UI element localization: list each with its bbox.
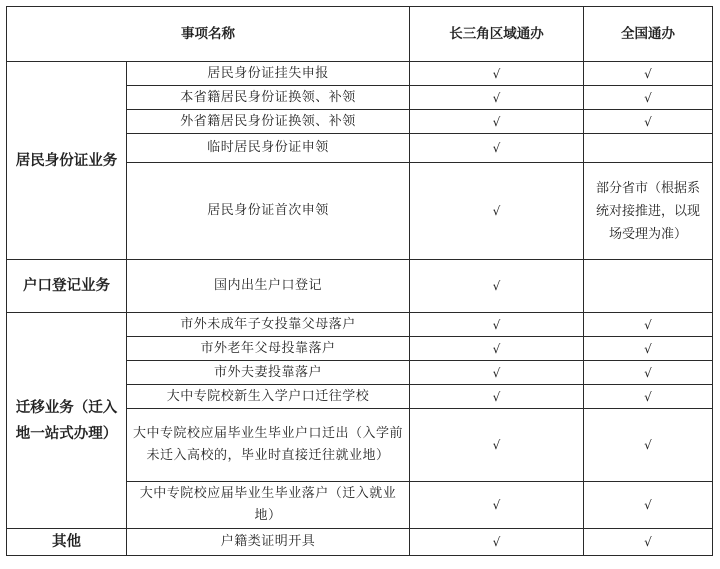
header-yrd: 长三角区域通办	[410, 7, 584, 62]
national-note: 部分省市（根据系统对接推进，以现场受理为准）	[584, 163, 713, 260]
national-check: √	[584, 86, 713, 110]
national-check: √	[584, 313, 713, 337]
table-row	[7, 62, 713, 86]
table-row	[7, 529, 713, 556]
item-name: 国内出生户口登记	[127, 260, 410, 313]
item-name: 本省籍居民身份证换领、补领	[127, 86, 410, 110]
yrd-check: √	[410, 361, 584, 385]
yrd-check: √	[410, 260, 584, 313]
item-name: 外省籍居民身份证换领、补领	[127, 110, 410, 134]
item-name: 居民身份证首次申领	[127, 163, 410, 260]
national-check: √	[584, 385, 713, 409]
table-header-row	[7, 7, 713, 62]
category-migration: 迁移业务（迁入地一站式办理）	[7, 313, 127, 529]
yrd-check: √	[410, 409, 584, 482]
item-name: 户籍类证明开具	[127, 529, 410, 556]
national-check: √	[584, 62, 713, 86]
yrd-check: √	[410, 337, 584, 361]
national-check: √	[584, 361, 713, 385]
yrd-check: √	[410, 134, 584, 163]
national-check	[584, 134, 713, 163]
item-name: 大中专院校新生入学户口迁往学校	[127, 385, 410, 409]
category-id-card: 居民身份证业务	[7, 62, 127, 260]
yrd-check: √	[410, 482, 584, 529]
national-check: √	[584, 337, 713, 361]
header-item-name: 事项名称	[7, 7, 410, 62]
national-check: √	[584, 110, 713, 134]
national-check: √	[584, 529, 713, 556]
yrd-check: √	[410, 110, 584, 134]
item-name: 市外夫妻投靠落户	[127, 361, 410, 385]
yrd-check: √	[410, 529, 584, 556]
category-other: 其他	[7, 529, 127, 556]
table-row	[7, 313, 713, 337]
services-table	[6, 6, 713, 556]
category-hukou: 户口登记业务	[7, 260, 127, 313]
item-name: 市外老年父母投靠落户	[127, 337, 410, 361]
item-name: 居民身份证挂失申报	[127, 62, 410, 86]
header-national: 全国通办	[584, 7, 713, 62]
item-name: 临时居民身份证申领	[127, 134, 410, 163]
yrd-check: √	[410, 62, 584, 86]
table-row	[7, 260, 713, 313]
item-name: 大中专院校应届毕业生毕业落户（迁入就业地）	[127, 482, 410, 529]
yrd-check: √	[410, 385, 584, 409]
item-name: 市外未成年子女投靠父母落户	[127, 313, 410, 337]
national-check	[584, 260, 713, 313]
yrd-check: √	[410, 86, 584, 110]
national-check: √	[584, 409, 713, 482]
item-name: 大中专院校应届毕业生毕业户口迁出（入学前未迁入高校的，毕业时直接迁往就业地）	[127, 409, 410, 482]
yrd-check: √	[410, 313, 584, 337]
yrd-check: √	[410, 163, 584, 260]
national-check: √	[584, 482, 713, 529]
